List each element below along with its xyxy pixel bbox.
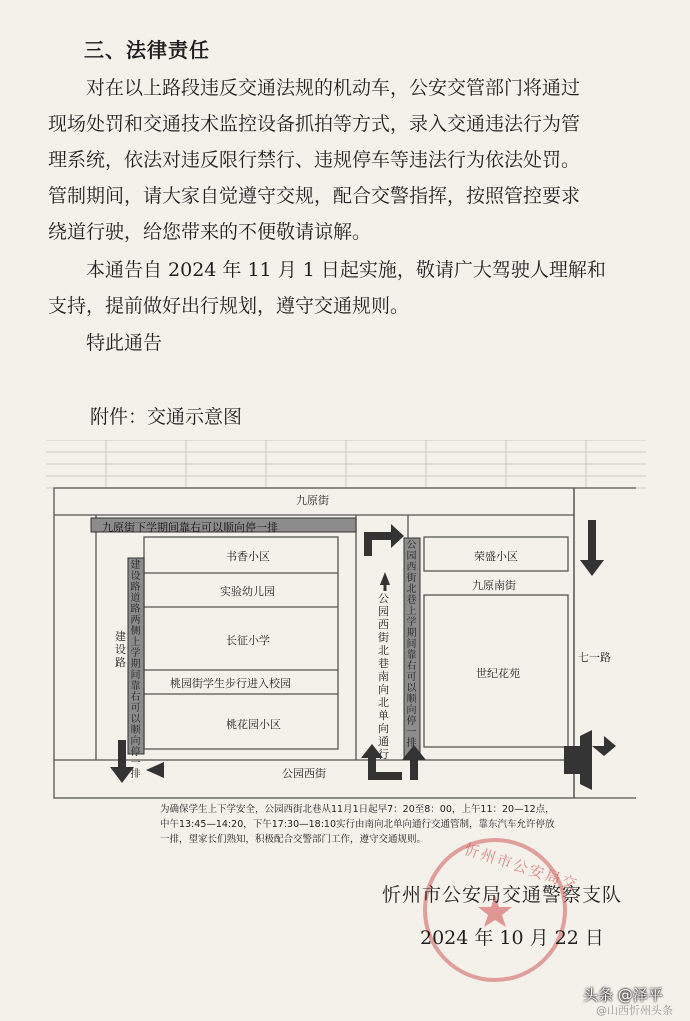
paragraph-legal bbox=[48, 70, 648, 250]
block-label: 荣盛小区 bbox=[474, 550, 518, 563]
source-watermark: @山西忻州头条 bbox=[596, 1004, 673, 1017]
text-line: 对在以上路段违反交通法规的机动车，公安交管部门将通过 bbox=[86, 77, 581, 99]
block-label: 桃园街学生步行进入校园 bbox=[170, 677, 291, 690]
caption-line: 为确保学生上下学安全，公园西街北巷从11月1日起早7：20至8：00，上午11：20—12点， bbox=[160, 804, 555, 815]
street-south-label: 九原南街 bbox=[472, 579, 516, 592]
attachment-label: 附件：交通示意图 bbox=[90, 406, 243, 428]
street-right-label: 七一路 bbox=[578, 651, 611, 664]
block-label: 书香小区 bbox=[226, 550, 270, 563]
text-line: 管制期间，请大家自觉遵守交规，配合交警指挥，按照管控要求 bbox=[48, 185, 581, 207]
signer: 忻州市公安局交通警察支队 bbox=[382, 884, 623, 906]
text-line: 支持，提前做好出行规划，遵守交通规则。 bbox=[48, 295, 410, 317]
text-line: 理系统，依法对违反限行禁行、违规停车等违法行为依法处罚。 bbox=[48, 149, 581, 171]
caption-line: 中午13:45—14:20，下午17:30—18:10实行由南向北单向通行交通管制，靠东汽车允许停放 bbox=[160, 819, 555, 830]
block-label: 实验幼儿园 bbox=[220, 585, 275, 598]
brand-watermark: 头条 @泽平 bbox=[583, 986, 663, 1004]
street-left-label: 建设路 bbox=[115, 630, 126, 669]
notice-closing: 特此通告 bbox=[86, 332, 163, 354]
text-line: 现场处罚和交通技术监控设备抓拍等方式，录入交通违法行为管 bbox=[48, 113, 581, 135]
section-heading: 三、法律责任 bbox=[84, 38, 210, 62]
block-label: 长征小学 bbox=[226, 634, 270, 647]
parking-band-right-label: 公园西街北巷上学期间靠右可以顺向停一排 bbox=[406, 540, 417, 749]
street-bottom-label: 公园西街 bbox=[282, 767, 326, 780]
paragraph-effective bbox=[48, 252, 648, 324]
parking-band-top-label: 九原街下学期间靠右可以顺向停一排 bbox=[102, 521, 278, 534]
street-top-label: 九原街 bbox=[296, 494, 329, 507]
text-line: 本通告自 2024 年 11 月 1 日起实施，敬请广大驾驶人理解和 bbox=[86, 259, 606, 281]
text-line: 绕道行驶，给您带来的不便敬请谅解。 bbox=[48, 221, 372, 243]
issue-date: 2024 年 10 月 22 日 bbox=[420, 927, 604, 949]
block-label: 桃花园小区 bbox=[226, 718, 281, 731]
seal-text: 忻州市公安局交 bbox=[461, 840, 581, 894]
block-label: 世纪花苑 bbox=[476, 667, 520, 680]
parking-band-left-label: 建设路道路两侧上学期间靠右可以顺向停一排 bbox=[130, 560, 141, 780]
traffic-diagram bbox=[46, 440, 646, 860]
oneway-note: 公园西街北巷南向北单向通行 bbox=[378, 592, 389, 761]
caption-line: 一排，望家长们熟知，积极配合交警部门工作，遵守交通规则。 bbox=[160, 834, 427, 845]
